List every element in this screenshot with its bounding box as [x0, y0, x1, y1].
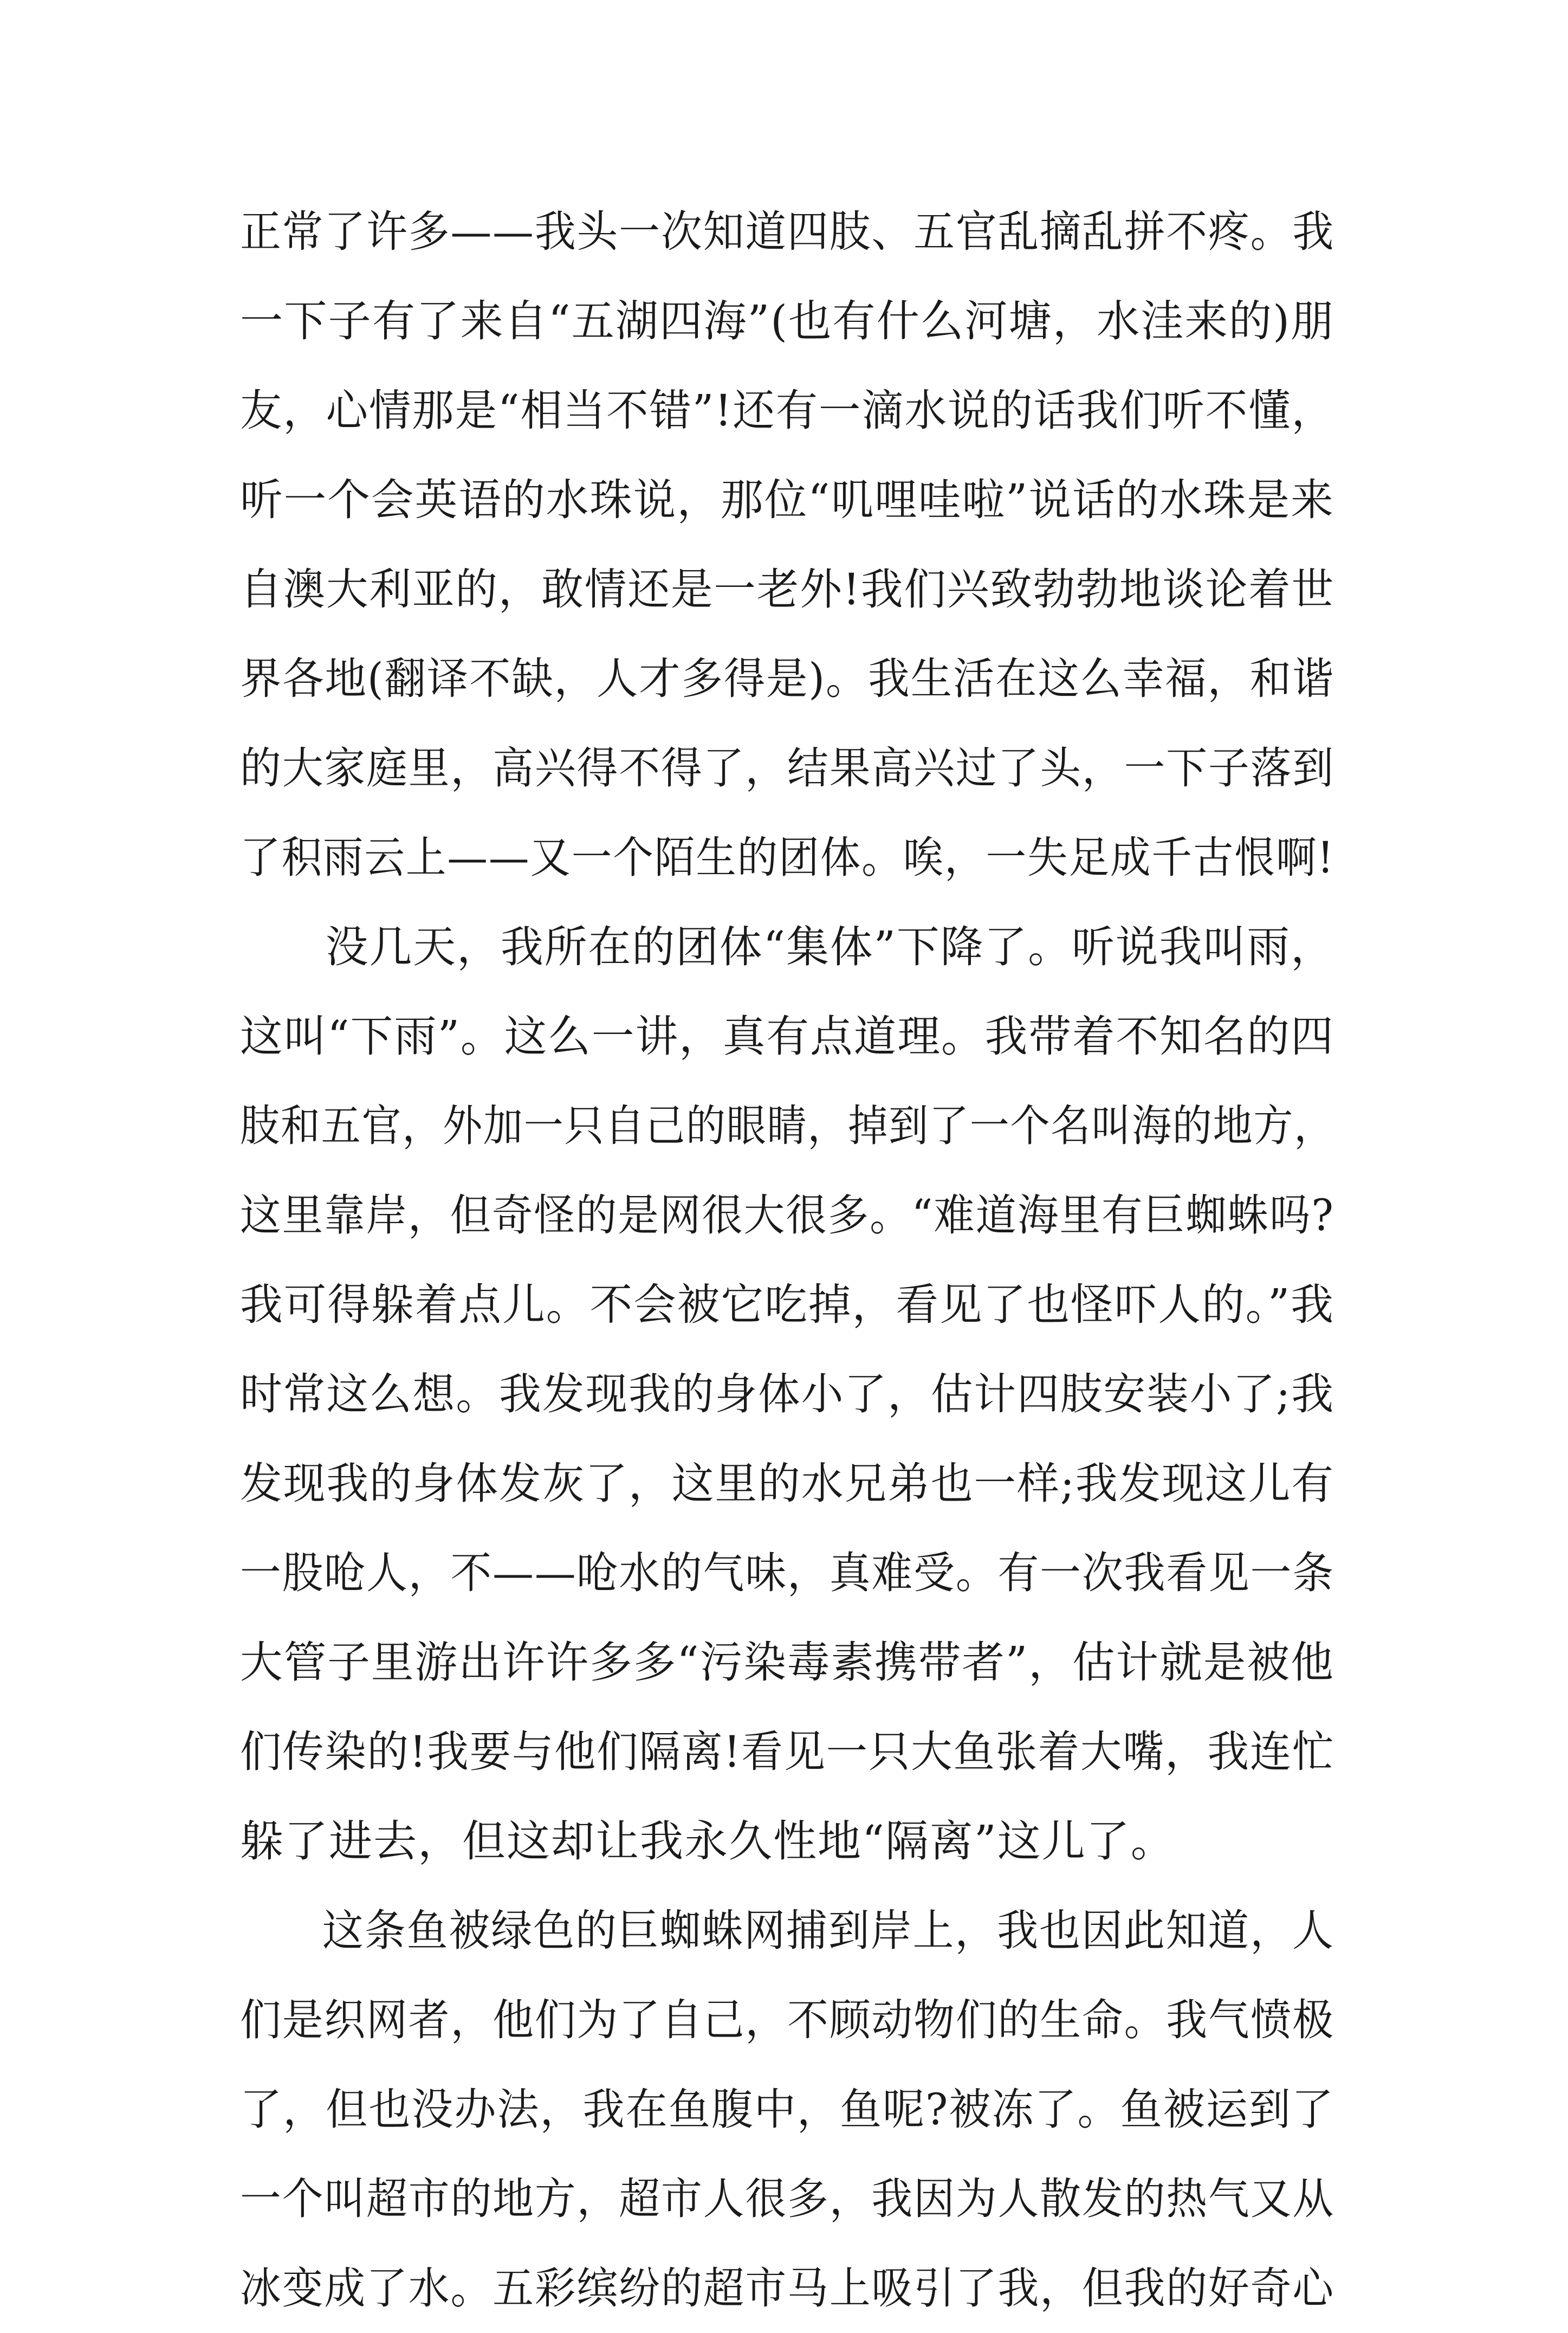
text-line: 这叫“下雨”。这么一讲，真有点道理。我带着不知名的四 [240, 1011, 1334, 1062]
text-line: 我可得躲着点儿。不会被它吃掉，看见了也怪吓人的。”我 [240, 1279, 1334, 1330]
text-line: 们传染的!我要与他们隔离!看见一只大鱼张着大嘴，我连忙 [240, 1727, 1335, 1777]
text-line: 没几天，我所在的团体“集体”下降了。听说我叫雨， [325, 922, 1334, 972]
body-text [240, 187, 1334, 2333]
text-line: 一下子有了来自“五湖四海”(也有什么河塘，水洼来的)朋 [240, 296, 1335, 346]
text-line: 正常了许多——我头一次知道四肢、五官乱摘乱拼不疼。我 [240, 206, 1335, 257]
text-line: 冰变成了水。五彩缤纷的超市马上吸引了我，但我的好奇心 [240, 2263, 1335, 2313]
text-line: 这里靠岸，但奇怪的是网很大很多。“难道海里有巨蜘蛛吗? [240, 1190, 1334, 1240]
text-line: 躲了进去，但这却让我永久性地“隔离”这儿了。 [240, 1816, 1175, 1866]
text-line: 发现我的身体发灰了，这里的水兄弟也一样;我发现这儿有 [240, 1458, 1334, 1509]
paragraph [240, 1886, 1334, 2333]
text-line: 时常这么想。我发现我的身体小了，估计四肢安装小了;我 [240, 1369, 1334, 1419]
paragraph [240, 902, 1334, 1886]
text-line: 了积雨云上——又一个陌生的团体。唉，一失足成千古恨啊! [240, 832, 1335, 883]
text-line: 界各地(翻译不缺，人才多得是)。我生活在这么幸福，和谐 [240, 654, 1335, 704]
text-line: 友，心情那是“相当不错”!还有一滴水说的话我们听不懂， [240, 385, 1334, 436]
text-line: 们是织网者，他们为了自己，不顾动物们的生命。我气愤极 [240, 1995, 1335, 2045]
text-line: 一股呛人，不——呛水的气味，真难受。有一次我看见一条 [240, 1548, 1335, 1598]
text-line: 的大家庭里，高兴得不得了，结果高兴过了头，一下子落到 [240, 743, 1335, 793]
paragraph [240, 187, 1334, 902]
text-line: 自澳大利亚的，敢情还是一老外!我们兴致勃勃地谈论着世 [240, 564, 1335, 615]
text-line: 肢和五官，外加一只自己的眼睛，掉到了一个名叫海的地方， [240, 1101, 1335, 1151]
text-line: 这条鱼被绿色的巨蜘蛛网捕到岸上，我也因此知道，人 [322, 1905, 1334, 1956]
text-line: 了，但也没办法，我在鱼腹中，鱼呢?被冻了。鱼被运到了 [240, 2084, 1334, 2135]
text-line: 大管子里游出许许多多“污染毒素携带者”，估计就是被他 [240, 1637, 1334, 1688]
text-line: 听一个会英语的水珠说，那位“叽哩哇啦”说话的水珠是来 [240, 475, 1334, 525]
text-line: 一个叫超市的地方，超市人很多，我因为人散发的热气又从 [240, 2174, 1335, 2224]
